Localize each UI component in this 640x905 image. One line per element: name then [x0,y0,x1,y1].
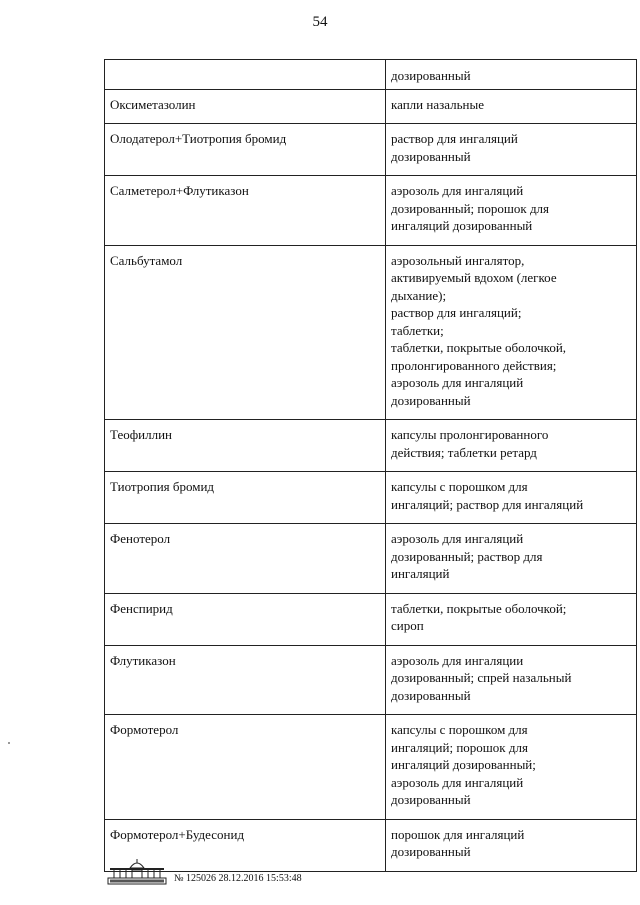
drug-name-cell: Формотерол+Будесонид [105,819,386,871]
table-row [105,60,637,90]
dosage-form-cell: капли назальные [386,89,637,124]
drug-name-cell: Олодатерол+Тиотропия бромид [105,124,386,176]
margin-mark [8,742,10,744]
drug-name-cell [105,60,386,90]
table-row [105,472,637,524]
table-row [105,176,637,246]
drug-name-cell: Салметерол+Флутиказон [105,176,386,246]
table-row [105,645,637,715]
dosage-form-cell: порошок для ингаляций дозированный [386,819,637,871]
drug-table [104,59,637,872]
government-building-emblem-icon [106,858,168,888]
drug-name-cell: Флутиказон [105,645,386,715]
dosage-form-cell: капсулы с порошком для ингаляций; раствор для ингаляций [386,472,637,524]
table-row [105,715,637,820]
document-stamp: № 125026 28.12.2016 15:53:48 [174,873,302,884]
table-row [105,593,637,645]
dosage-form-cell: капсулы пролонгированного действия; таблетки ретард [386,420,637,472]
page-number: 54 [312,14,328,30]
drug-name-cell: Формотерол [105,715,386,820]
document-footer [106,858,406,888]
drug-name-cell: Тиотропия бромид [105,472,386,524]
drug-name-cell: Сальбутамол [105,245,386,420]
dosage-form-cell: аэрозольный ингалятор, активируемый вдохом (легкое дыхание); раствор для ингаляций; таблетки; таблетки, покрытые оболочкой, пролонгированного действия; аэрозоль для ингаляций дозированный [386,245,637,420]
dosage-form-cell: аэрозоль для ингаляций дозированный; порошок для ингаляций дозированный [386,176,637,246]
dosage-form-cell: дозированный [386,60,637,90]
table-row [105,420,637,472]
dosage-form-cell: аэрозоль для ингаляций дозированный; раствор для ингаляций [386,524,637,594]
table-row [105,89,637,124]
drug-name-cell: Оксиметазолин [105,89,386,124]
dosage-form-cell: капсулы с порошком для ингаляций; порошок для ингаляций дозированный; аэрозоль для ингаляций дозированный [386,715,637,820]
table-row [105,124,637,176]
dosage-form-cell: раствор для ингаляций дозированный [386,124,637,176]
dosage-form-cell: таблетки, покрытые оболочкой; сироп [386,593,637,645]
drug-name-cell: Фенспирид [105,593,386,645]
drug-name-cell: Теофиллин [105,420,386,472]
table-row [105,245,637,420]
drug-name-cell: Фенотерол [105,524,386,594]
table-row [105,524,637,594]
dosage-form-cell: аэрозоль для ингаляции дозированный; спрей назальный дозированный [386,645,637,715]
